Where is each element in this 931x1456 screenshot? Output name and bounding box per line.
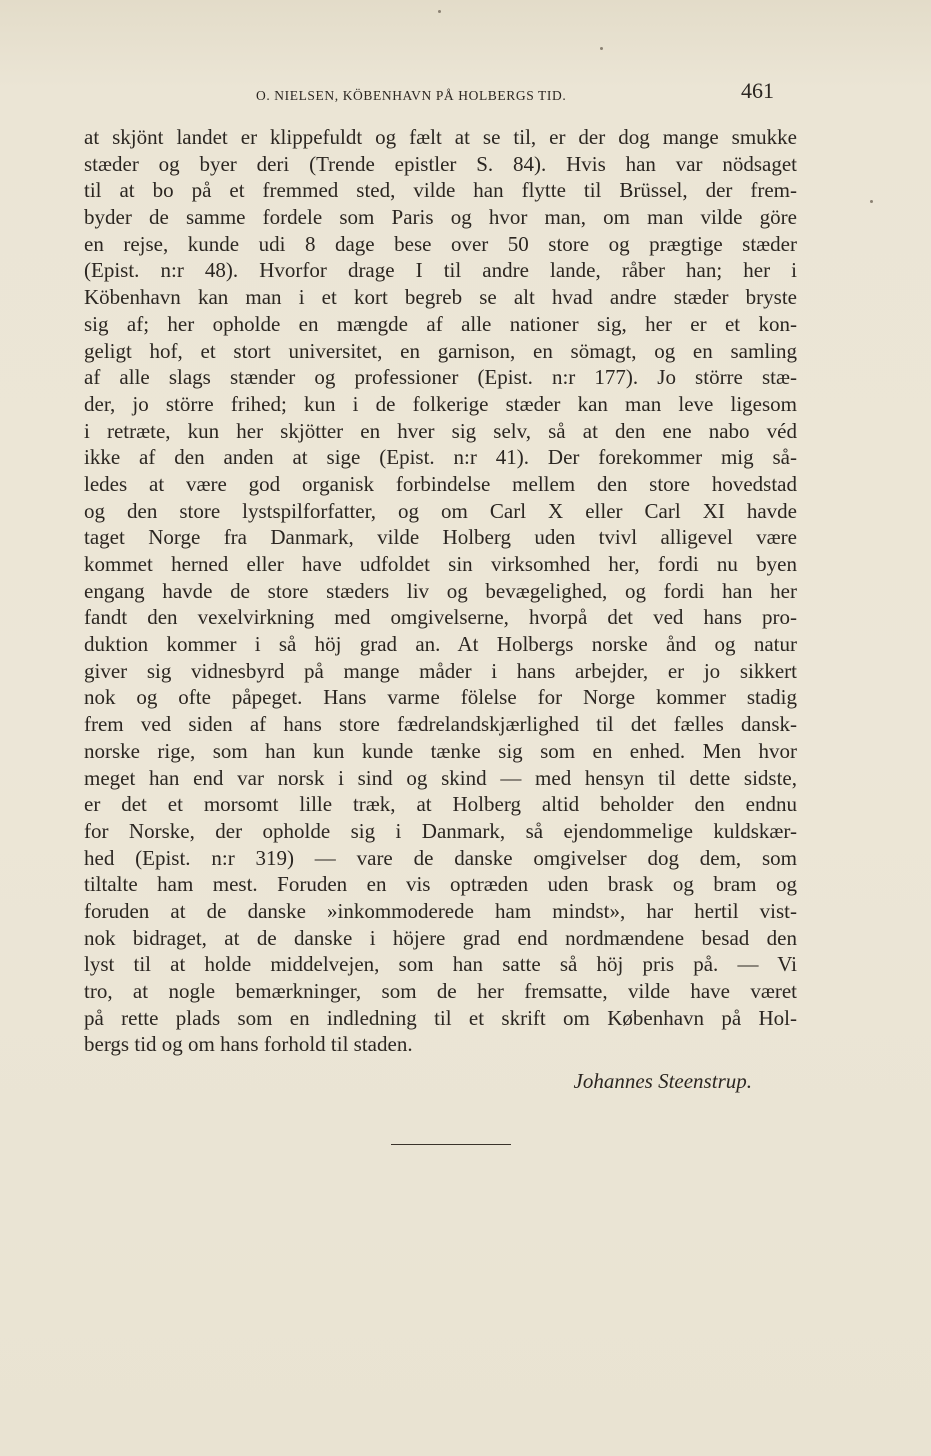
text-line: i retræte, kun her skjötter en hver sig selv, så at den ene nabo véd (84, 418, 797, 443)
text-line: duktion kommer i så höj grad an. At Holbergs norske ånd og natur (84, 632, 797, 657)
paper-speck (870, 200, 873, 203)
text-line: en rejse, kunde udi 8 dage bese over 50 store og prægtige stæder (84, 231, 797, 256)
text-line: frem ved siden af hans store fædrelandskjærlighed til det fælles dansk- (84, 712, 797, 737)
text-line: geligt hof, et stort universitet, en garnison, en sömagt, og en samling (84, 338, 797, 363)
text-line: er det et morsomt lille træk, at Holberg altid beholder den endnu (84, 792, 797, 817)
text-line: på rette plads som en indledning til et skrift om København på Hol- (84, 1005, 797, 1030)
text-line: nok og ofte påpeget. Hans varme fölelse for Norge kommer stadig (84, 685, 797, 710)
text-line: der, jo större frihed; kun i de folkerige stæder kan man leve ligesom (84, 391, 797, 416)
paper-speck (600, 47, 603, 50)
text-line: nok bidraget, at de danske i höjere grad end nordmændene besad den (84, 925, 797, 950)
text-line: at skjönt landet er klippefuldt og fælt at se til, er der dog mange smukke (84, 125, 797, 149)
text-line: engang havde de store stæders liv og bevægelighed, og fordi han her (84, 578, 797, 603)
text-line: taget Norge fra Danmark, vilde Holberg uden tvivl alligevel være (84, 525, 797, 550)
body-text (84, 124, 797, 1058)
text-line: stæder og byer deri (Trende epistler S. 84). Hvis han var nödsaget (84, 151, 797, 176)
text-line: byder de samme fordele som Paris og hvor man, om man vilde göre (84, 205, 797, 230)
text-line: tiltalte ham mest. Foruden en vis optræden uden brask og bram og (84, 872, 797, 897)
text-line: meget han end var norsk i sind og skind — med hensyn til dette sidste, (84, 765, 797, 790)
text-line: Köbenhavn kan man i et kort begreb se alt hvad andre stæder bryste (84, 285, 797, 310)
text-line: for Norske, der opholde sig i Danmark, så ejendommelige kuldskær- (84, 818, 797, 843)
page-number: 461 (741, 78, 774, 103)
text-line: fandt den vexelvirkning med omgivelserne, hvorpå det ved hans pro- (84, 605, 797, 630)
text-line: ledes at være god organisk forbindelse mellem den store hovedstad (84, 471, 797, 496)
text-line: foruden at de danske »inkommoderede ham mindst», har hertil vist- (84, 898, 797, 923)
text-line: til at bo på et fremmed sted, vilde han flytte til Brüssel, der frem- (84, 178, 797, 203)
running-head (84, 76, 774, 116)
text-line: norske rige, som han kun kunde tænke sig som en enhed. Men hvor (84, 738, 797, 763)
running-title: O. NIELSEN, KÖBENHAVN PÅ HOLBERGS TID. (256, 88, 567, 103)
text-line: af alle slags stænder og professioner (Epist. n:r 177). Jo större stæ- (84, 365, 797, 390)
text-line: tro, at nogle bemærkninger, som de her fremsatte, vilde have været (84, 979, 797, 1003)
text-line: lyst til at holde middelvejen, som han satte så höj pris på. — Vi (84, 952, 797, 977)
end-rule (391, 1144, 511, 1145)
author-signature: Johannes Steenstrup. (573, 1069, 752, 1093)
text-line: ikke af den anden at sige (Epist. n:r 41). Der forekommer mig så- (84, 445, 797, 470)
text-line-last: bergs tid og om hans forhold til staden. (84, 1032, 413, 1057)
text-line: (Epist. n:r 48). Hvorfor drage I til andre lande, råber han; her i (84, 258, 797, 283)
text-line: og den store lystspilforfatter, og om Carl X eller Carl XI havde (84, 498, 797, 523)
text-line: giver sig vidnesbyrd på mange måder i hans arbejder, er jo sikkert (84, 658, 797, 683)
text-line: kommet herned eller have udfoldet sin virksomhed her, fordi nu byen (84, 552, 797, 576)
text-line: sig af; her opholde en mængde af alle nationer sig, her er et kon- (84, 311, 797, 336)
text-line: hed (Epist. n:r 319) — vare de danske omgivelser dog dem, som (84, 845, 797, 870)
paper-speck (438, 10, 441, 13)
